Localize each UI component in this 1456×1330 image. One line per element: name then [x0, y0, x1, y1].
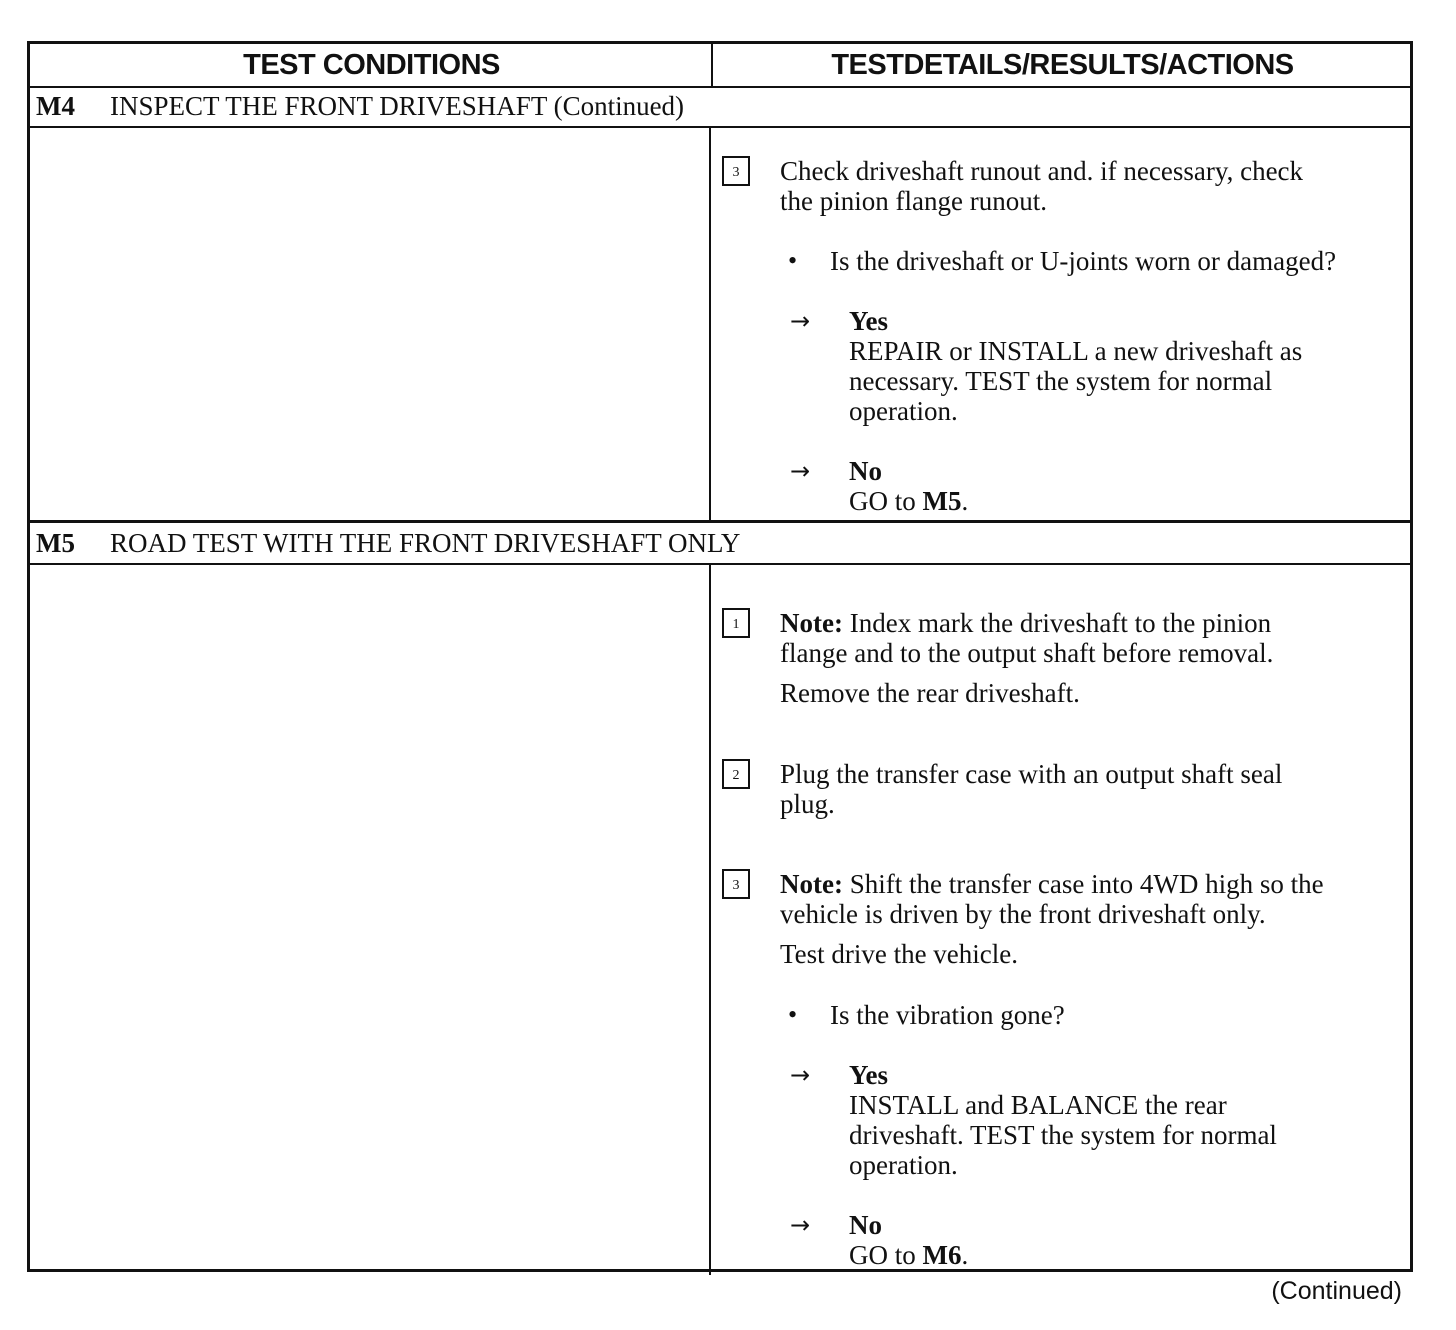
instruction-line: plug. [780, 789, 835, 819]
instruction-line: Plug the transfer case with an output shaft seal [780, 759, 1283, 789]
no-action-text: GO to [849, 1240, 923, 1270]
step-number-box: 2 [722, 759, 750, 789]
note-line [780, 608, 1271, 638]
arrow-right-icon: → [790, 457, 811, 485]
goto-link-m6: M6 [922, 1240, 962, 1270]
note-line: flange and to the output shaft before removal. [780, 638, 1274, 668]
note-text: Index mark the driveshaft to the pinion [842, 608, 1272, 638]
no-label: No [849, 456, 882, 486]
header-test-conditions: TEST CONDITIONS [243, 49, 500, 81]
arrow-right-icon: → [790, 307, 811, 335]
no-action-end: . [961, 1240, 969, 1270]
step-title: ROAD TEST WITH THE FRONT DRIVESHAFT ONLY [110, 528, 741, 558]
instruction-line: Check driveshaft runout and. if necessary, check [780, 156, 1304, 186]
no-action-line [849, 1240, 968, 1270]
yes-action-line: REPAIR or INSTALL a new driveshaft as [849, 336, 1303, 366]
instruction-line: the pinion flange runout. [780, 186, 1047, 216]
question-text: Is the driveshaft or U-joints worn or damaged? [830, 246, 1337, 276]
no-action-end: . [961, 486, 969, 516]
step-number-box: 1 [722, 608, 750, 638]
m5-details [30, 44, 1410, 1269]
header-test-details: TESTDETAILS/RESULTS/ACTIONS [831, 49, 1294, 81]
note-label: Note: [780, 869, 843, 899]
note-text: Shift the transfer case into 4WD high so the [842, 869, 1324, 899]
step-number-box: 3 [722, 156, 750, 186]
arrow-right-icon: → [790, 1061, 811, 1089]
question-text: Is the vibration gone? [830, 1000, 1065, 1030]
bullet-icon: • [788, 1000, 798, 1029]
no-label: No [849, 1210, 882, 1240]
yes-action-line: INSTALL and BALANCE the rear [849, 1090, 1227, 1120]
step-code: M5 [36, 528, 75, 558]
test-table [27, 41, 1413, 1272]
continued-label: (Continued) [1271, 1277, 1402, 1305]
no-action-text: GO to [849, 486, 923, 516]
instruction-line: Remove the rear driveshaft. [780, 678, 1080, 708]
yes-action-line: operation. [849, 396, 958, 426]
instruction-line: Test drive the vehicle. [780, 939, 1019, 969]
bullet-icon: • [788, 246, 798, 275]
yes-label: Yes [849, 1060, 888, 1090]
step-code: M4 [36, 91, 75, 121]
note-line: vehicle is driven by the front driveshaft only. [780, 899, 1266, 929]
goto-link-m5: M5 [922, 486, 962, 516]
yes-label: Yes [849, 306, 888, 336]
yes-action-line: operation. [849, 1150, 958, 1180]
arrow-right-icon: → [790, 1211, 811, 1239]
yes-action-line: driveshaft. TEST the system for normal [849, 1120, 1277, 1150]
note-line [780, 869, 1324, 899]
step-number-box: 3 [722, 869, 750, 899]
yes-action-line: necessary. TEST the system for normal [849, 366, 1273, 396]
note-label: Note: [780, 608, 843, 638]
step-title: INSPECT THE FRONT DRIVESHAFT (Continued) [110, 91, 685, 121]
